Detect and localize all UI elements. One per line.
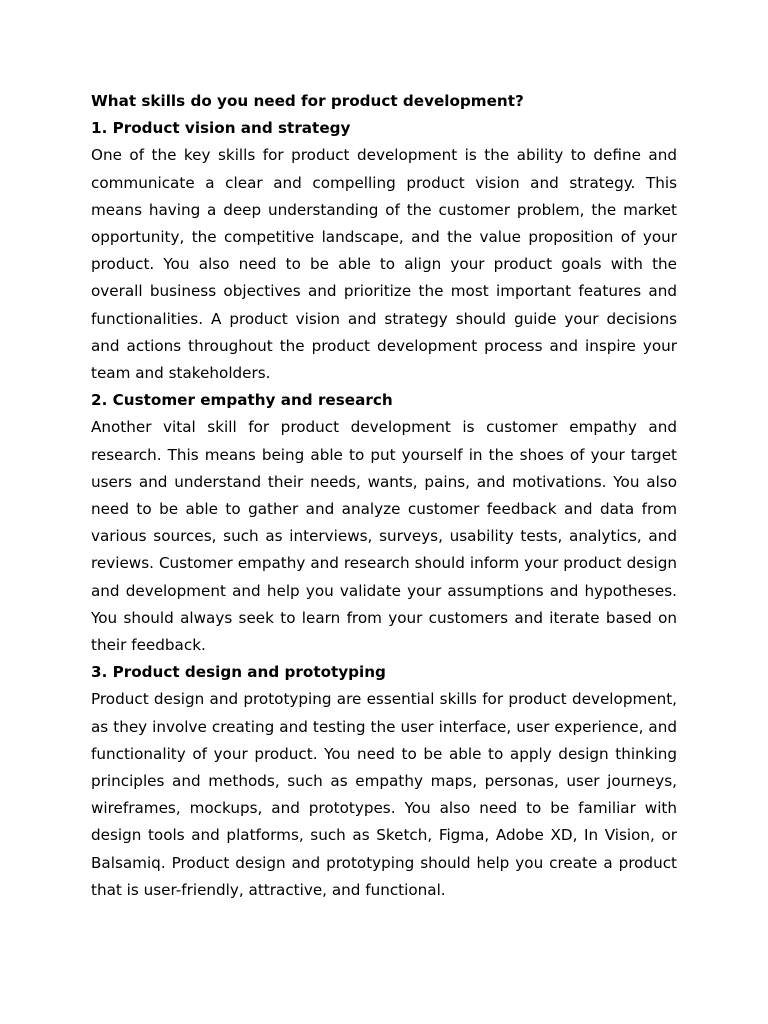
- section-customer-empathy: [91, 387, 677, 659]
- section-heading: 3. Product design and prototyping: [91, 663, 386, 682]
- section-product-design: [91, 659, 677, 904]
- section-paragraph: Product design and prototyping are essential skills for product development, as they involve creating and testing the user interface, user experience, and functionality of your product. You need to be able to apply design thinking principles and methods, such as empathy maps, personas, user journeys, wireframes, mockups, and prototypes. You also need to be familiar with design tools and platforms, such as Sketch, Figma, Adobe XD, In Vision, or Balsamiq. Product design and prototyping should help you create a product that is user-friendly, attractive, and functional.: [91, 690, 677, 899]
- document-title: What skills do you need for product development?: [91, 92, 524, 110]
- section-paragraph: Another vital skill for product development is customer empathy and research. This means being able to put yourself in the shoes of your target users and understand their needs, wants, pains, and motivations. You also need to be able to gather and analyze customer feedback and data from various sources, such as interviews, surveys, usability tests, analytics, and reviews. Customer empathy and research should inform your product design and development and help you validate your assumptions and hypotheses. You should always seek to learn from your customers and iterate based on their feedback.: [91, 418, 677, 655]
- section-heading: 2. Customer empathy and research: [91, 391, 393, 410]
- document-page: [91, 88, 677, 904]
- section-product-vision: [91, 115, 677, 387]
- section-paragraph: One of the key skills for product development is the ability to define and communicate a clear and compelling product vision and strategy. This means having a deep understanding of the customer problem, the market opportunity, the competitive landscape, and the value proposition of your product. You also need to be able to align your product goals with the overall business objectives and prioritize the most important features and functionalities. A product vision and strategy should guide your decisions and actions throughout the product development process and inspire your team and stakeholders.: [91, 146, 677, 383]
- section-heading: 1. Product vision and strategy: [91, 119, 351, 138]
